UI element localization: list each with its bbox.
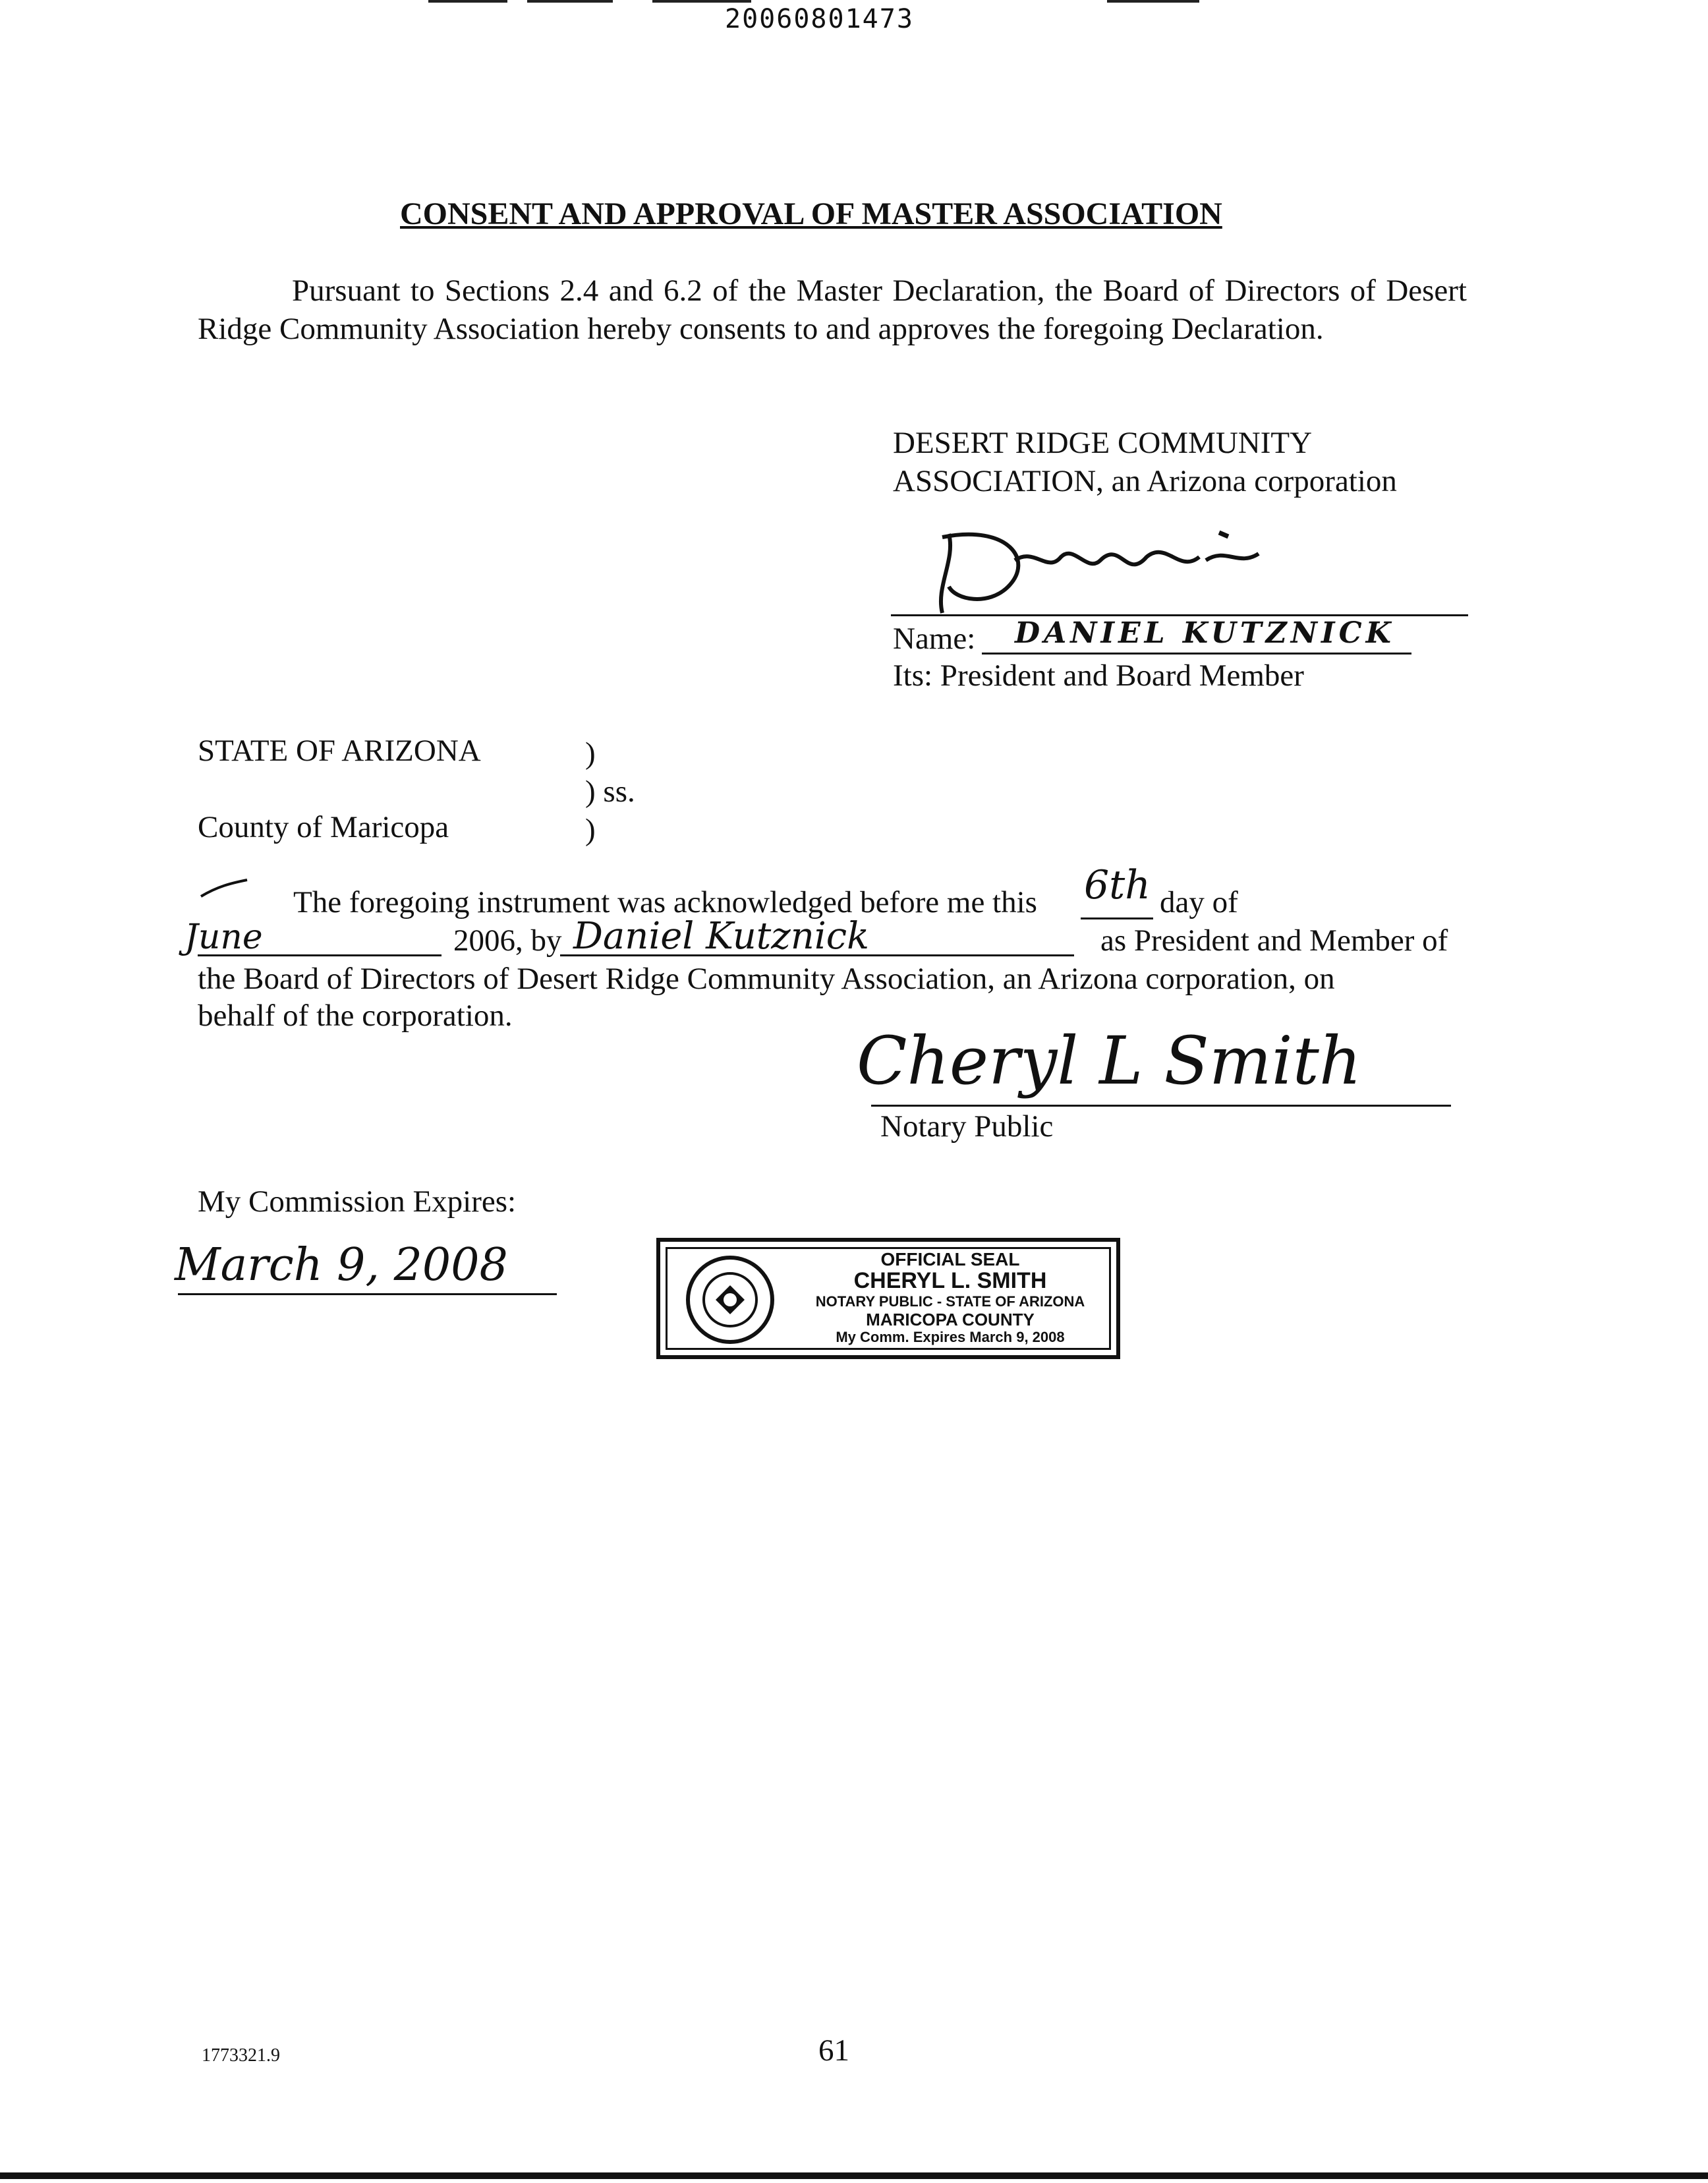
scan-edge-mark <box>428 0 507 3</box>
recording-number: 20060801473 <box>725 4 914 34</box>
venue-county: County of Maricopa <box>198 810 449 844</box>
venue-state: STATE OF ARIZONA <box>198 734 481 768</box>
arizona-state-seal-icon <box>684 1254 776 1346</box>
notary-signature-line <box>871 1105 1451 1107</box>
commission-label: My Commission Expires: <box>198 1184 517 1219</box>
seal-expiry-line: My Comm. Expires March 9, 2008 <box>836 1329 1065 1345</box>
page-bottom-border <box>0 2172 1708 2179</box>
notary-label: Notary Public <box>880 1109 1054 1144</box>
notary-signature: Cheryl L Smith <box>857 1022 1362 1099</box>
seal-notary-name: CHERYL L. SMITH <box>853 1268 1047 1293</box>
seal-county-line: MARICOPA COUNTY <box>866 1310 1035 1329</box>
page-number: 61 <box>818 2033 849 2068</box>
entity-name-line2: ASSOCIATION, an Arizona corporation <box>893 464 1397 498</box>
commission-date-value: March 9, 2008 <box>175 1239 508 1291</box>
intro-paragraph: Pursuant to Sections 2.4 and 6.2 of the Master Declaration, the Board of Directors of Desert Ridge Community Association hereby consents to and approves the foregoing Declaration. <box>198 274 1467 346</box>
ack-line3: the Board of Directors of Desert Ridge Community Association, an Arizona corporation, on <box>198 962 1335 996</box>
seal-state-line: NOTARY PUBLIC - STATE OF ARIZONA <box>815 1293 1085 1310</box>
entity-name-line1: DESERT RIDGE COMMUNITY <box>893 426 1313 460</box>
ack-signer-underline <box>560 954 1074 956</box>
commission-date-underline <box>178 1293 557 1295</box>
ack-month-value: June <box>185 917 263 957</box>
signer-title: Its: President and Board Member <box>893 658 1304 693</box>
venue-ss: ) ss. <box>585 774 635 809</box>
scan-edge-mark <box>527 0 613 3</box>
scan-edge-mark <box>1107 0 1199 3</box>
venue-paren: ) <box>585 813 596 847</box>
ack-line4: behalf of the corporation. <box>198 999 513 1033</box>
ack-day-underline <box>1081 917 1153 919</box>
page-title: CONSENT AND APPROVAL OF MASTER ASSOCIATION <box>400 196 1222 231</box>
document-reference: 1773321.9 <box>202 2045 280 2066</box>
ack-line1-text: The foregoing instrument was acknowledged before me this <box>293 885 1037 919</box>
scan-edge-mark <box>652 0 751 3</box>
ack-as-text: as President and Member of <box>1100 923 1448 958</box>
signer-name-value: DANIEL KUTZNICK <box>1015 616 1395 650</box>
margin-mark <box>198 877 250 903</box>
ack-signer-value: Daniel Kutznick <box>573 915 870 958</box>
notary-seal <box>656 1238 1120 1359</box>
seal-title: OFFICIAL SEAL <box>880 1249 1020 1269</box>
president-signature <box>929 521 1298 620</box>
ack-year-by: 2006, by <box>453 923 562 958</box>
ack-day-of: day of <box>1160 885 1238 919</box>
ack-month-underline <box>198 954 441 956</box>
signer-name-label: Name: <box>893 622 976 656</box>
ack-day-value: 6th <box>1084 862 1151 908</box>
venue-paren: ) <box>585 736 596 771</box>
name-underline <box>982 653 1411 655</box>
